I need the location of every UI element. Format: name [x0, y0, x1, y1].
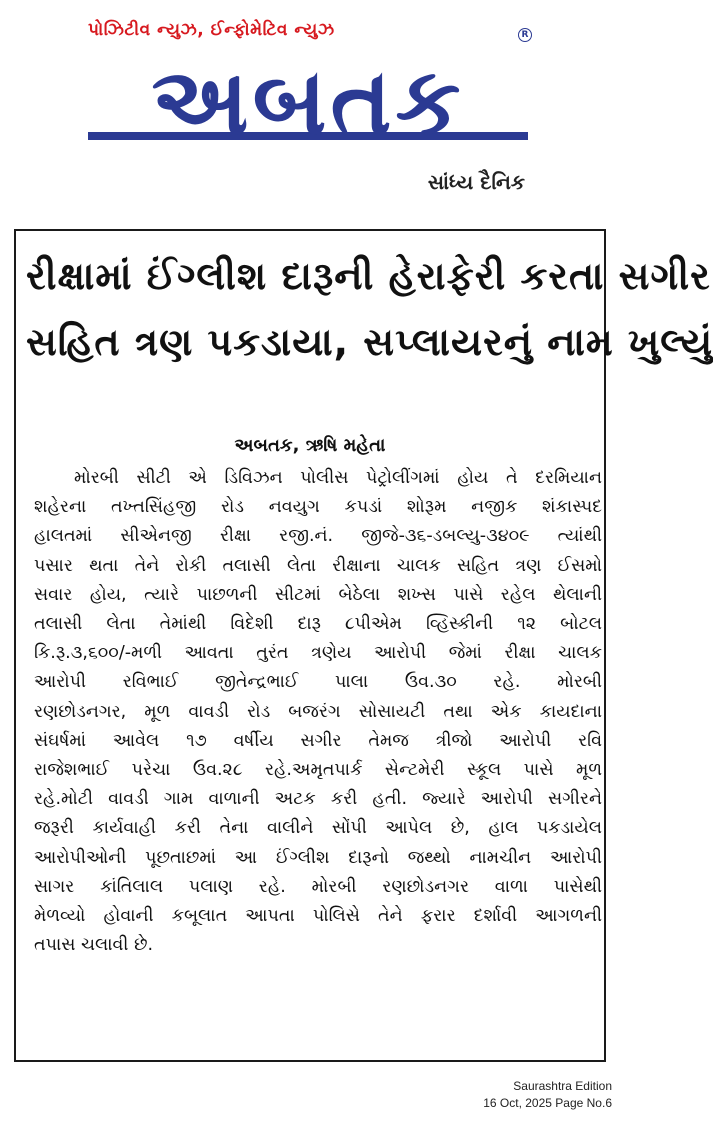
body-line: પસાર થતા તેને રોકી તલાસી લેતા રીક્ષાના ચાલક સહિત ત્રણ ઈસમો: [34, 555, 602, 576]
body-line: સવાર હોય, ત્યારે પાછળની સીટમાં બેઠેલા શખ્સ પાસે રહેલ થેલાની: [34, 584, 602, 605]
body-line: સંઘર્ષમાં આવેલ ૧૭ વર્ષીય સગીર તેમજ ત્રીજો આરોપી રવિ: [34, 730, 602, 751]
body-line: આરોપી રવિભાઈ જીતેન્દ્રભાઈ પાલા ઉવ.૩૦ રહે. મોરબી: [34, 672, 602, 693]
body-line: જરૂરી કાર્યવાહી કરી તેના વાલીને સોંપી આપેલ છે, હાલ પકડાયેલ: [34, 818, 602, 839]
body-line: મોરબી સીટી એ ડિવિઝન પોલીસ પેટ્રોલીંગમાં હોય તે દરમિયાન: [74, 468, 602, 488]
body-line: તપાસ ચલાવી છે.: [34, 935, 154, 956]
edition-date-page: 16 Oct, 2025 Page No.6: [483, 1096, 612, 1110]
body-line: સાગર કાંતિલાલ પલાણ રહે. મોરબી રણછોડનગર વાળા પાસેથી: [34, 876, 602, 897]
edition-info: [483, 1078, 612, 1112]
body-line: આરોપીઓની પૂછતાછમાં આ ઈંગ્લીશ દારૂનો જથ્થો નામચીન આરોપી: [34, 847, 602, 868]
body-line: મેળવ્યો હોવાની કબૂલાત આપતા પોલિસે તેને ફરાર દર્શાવી આગળની: [34, 906, 602, 927]
article-box: [14, 229, 713, 1062]
newspaper-logo: [88, 48, 528, 156]
article-byline: અબતક, ઋષિ મહેતા: [234, 435, 386, 456]
headline-line: સહિત ત્રણ પકડાયા, સપ્લાયરનું નામ ખુલ્યું: [26, 320, 713, 364]
masthead-tagline: પોઝિટીવ ન્યુઝ, ઈન્ફોમેટિવ ન્યુઝ: [88, 20, 335, 40]
body-line: રાજેશભાઈ પરેચા ઉવ.૨૮ રહે.અમૃતપાર્ક સેન્ટમેરી સ્કૂલ પાસે મૂળ: [34, 760, 602, 781]
article-body: [34, 464, 602, 960]
logo-wordmark: અબતક: [151, 48, 465, 155]
article-headline: [26, 243, 713, 375]
body-line: કિ.રૂ.૩,૬૦૦/-મળી આવતા તુરંત ત્રણેય આરોપી જેમાં રીક્ષા ચાલક: [34, 643, 602, 664]
body-line: હાલતમાં સીએનજી રીક્ષા રજી.નં. જીજે-૩૬-ડબલ્યુ-૩૪૦૯ ત્યાંથી: [34, 526, 602, 547]
registered-mark-icon: R: [518, 28, 532, 42]
body-line: શહેરના તખ્તસિંહજી રોડ નવયુગ કપડાં શોરૂમ નજીક શંકાસ્પદ: [34, 497, 602, 518]
body-line: રહે.મોટી વાવડી ગામ વાળાની અટક કરી હતી. જ્યારે આરોપી સગીરને: [34, 789, 602, 810]
masthead: [0, 0, 622, 212]
masthead-subtitle: સાંધ્ય દૈનિક: [427, 170, 525, 194]
body-line: તલાસી લેતા તેમાંથી વિદેશી દારૂ ૮પીએમ વ્હિસ્કીની ૧૨ બોટલ: [34, 614, 602, 635]
edition-name: Saurashtra Edition: [513, 1079, 612, 1093]
headline-line: રીક્ષામાં ઈંગ્લીશ દારૂની હેરાફેરી કરતા સગીર: [26, 254, 711, 298]
body-line: રણછોડનગર, મૂળ વાવડી રોડ બજરંગ સોસાયટી તથા એક કાયદાના: [34, 701, 602, 722]
